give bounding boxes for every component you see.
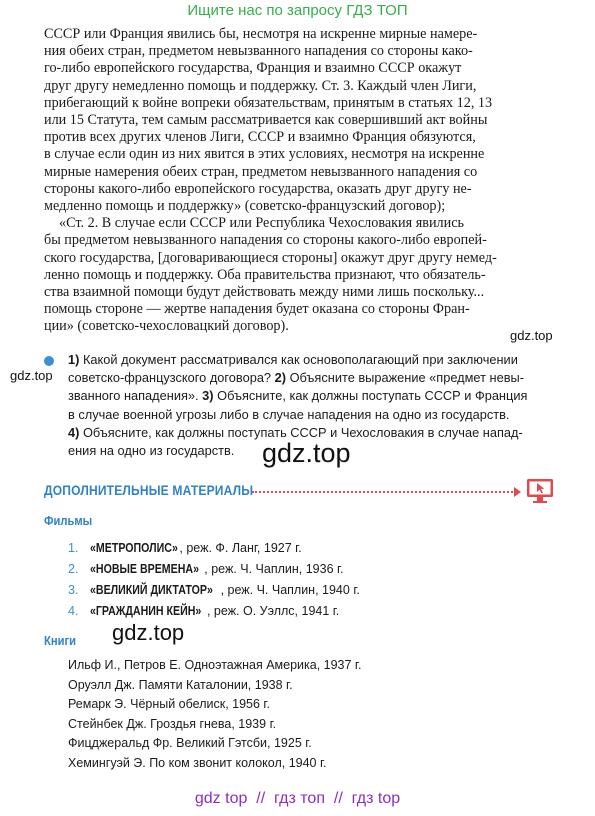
quote-line: бы предметом невызванного нападения со стороны какого-либо европей- xyxy=(44,232,487,249)
films-title: Фильмы xyxy=(44,513,93,528)
books-list xyxy=(68,656,361,773)
list-item: Ремарк Э. Чёрный обелиск, 1956 г. xyxy=(68,697,270,711)
question-line: советско-французского договора? 2) Объясните выражение «предмет невы- xyxy=(68,370,524,386)
question-line: званного нападения». 3) Объясните, как должны поступать СССР и Франция xyxy=(68,388,528,404)
books-title: Книги xyxy=(44,633,76,648)
quote-line: ского государства, [договаривающиеся стороны] окажут друг другу немед- xyxy=(44,249,497,266)
watermark: gdz.top xyxy=(10,368,53,383)
watermark: gdz.top xyxy=(112,620,185,645)
watermark: gdz.top xyxy=(262,438,351,468)
watermark: gdz.top xyxy=(510,328,553,343)
quote-line: или 15 Статута, тем самым рассматривается как совершивший акт войны xyxy=(44,112,488,129)
list-item: 3. «ВЕЛИКИЙ ДИКТАТОР» , реж. Ч. Чаплин, 1940 г. xyxy=(68,583,360,597)
quote-line: СССР или Франция явились бы, несмотря на искренне мирные намере- xyxy=(44,26,478,42)
quote-line: го-либо европейского государства, Франция и взаимно СССР окажут xyxy=(44,60,462,77)
dotted-arrow-line xyxy=(252,491,516,493)
list-item: Стейнбек Дж. Гроздья гнева, 1939 г. xyxy=(68,716,277,731)
monitor-cursor-icon xyxy=(525,476,555,506)
quote-line: помощь стороне — жертве нападения будет оказана со стороны Фран- xyxy=(44,301,470,318)
question-line: 4) Объясните, как должны поступать СССР и Чехословакия в случае напад- xyxy=(68,424,523,440)
list-item: Оруэлл Дж. Памяти Каталонии, 1938 г. xyxy=(68,677,293,692)
list-item: Хемингуэй Э. По ком звонит колокол, 1940 г. xyxy=(68,755,327,770)
question-line: в случае военной угрозы либо в случае нападения на одно из государств. xyxy=(68,406,510,422)
quote-line: друг другу немедленно помощь и поддержку. Ст. 3. Каждый член Лиги, xyxy=(44,77,477,94)
arrow-head-icon xyxy=(514,487,521,497)
quote-line: «Ст. 2. В случае если СССР или Республика Чехословакия явились xyxy=(59,215,464,232)
quote-line: против всех других членов Лиги, СССР и взаимно Франция обязуются, xyxy=(44,129,476,146)
quote-line: ции» (советско-чехословацкий договор). xyxy=(44,318,289,335)
list-item: 1. «МЕТРОПОЛИС» , реж. Ф. Ланг, 1927 г. xyxy=(68,541,302,555)
quote-line: медленно помощь и поддержку» (советско-французский договор); xyxy=(44,198,446,215)
question-line: 1) Какой документ рассматривался как основополагающий при заключении xyxy=(68,352,518,367)
list-item: Ильф И., Петров Е. Одноэтажная Америка, 1937 г. xyxy=(68,658,362,672)
films-list xyxy=(68,538,360,622)
questions-marker-icon xyxy=(44,356,54,366)
top-banner: Ищите нас по запросу ГДЗ ТОП xyxy=(187,2,408,19)
list-item: 2. «НОВЫЕ ВРЕМЕНА» , реж. Ч. Чаплин, 1936 г. xyxy=(68,562,344,576)
quote-line: в случае если один из них явится в этих условиях, несмотря на искренне xyxy=(44,146,485,163)
list-item: 4. «ГРАЖДАНИН КЕЙН» , реж. О. Уэллс, 1941 г. xyxy=(68,604,340,618)
list-item: Фицджеральд Фр. Великий Гэтсби, 1925 г. xyxy=(68,736,312,750)
quote-line: мирные намерения обеих стран, предметом невызванного нападения со xyxy=(44,163,478,180)
quote-line: ленно помощь и поддержку. Оба правительства признают, что обязатель- xyxy=(44,266,486,283)
quote-line: стороны какого-либо европейского государства, оказать друг другу не- xyxy=(44,180,472,197)
bottom-watermark-line: gdz top // гдз топ // гдз top xyxy=(194,790,401,807)
treaty-quote xyxy=(44,26,558,336)
quote-line: ства взаимной помощи будут действовать между ними лишь поскольку... xyxy=(44,284,485,301)
section-title: ДОПОЛНИТЕЛЬНЫЕ МАТЕРИАЛЫ xyxy=(44,482,254,498)
quote-line: прибегающий к войне вопреки обязательствам, принятым в статьях 12, 13 xyxy=(44,94,493,111)
question-line: ения на одно из государств. xyxy=(68,443,235,459)
quote-line: ния обеих стран, предметом невызванного нападения со стороны како- xyxy=(44,43,473,60)
